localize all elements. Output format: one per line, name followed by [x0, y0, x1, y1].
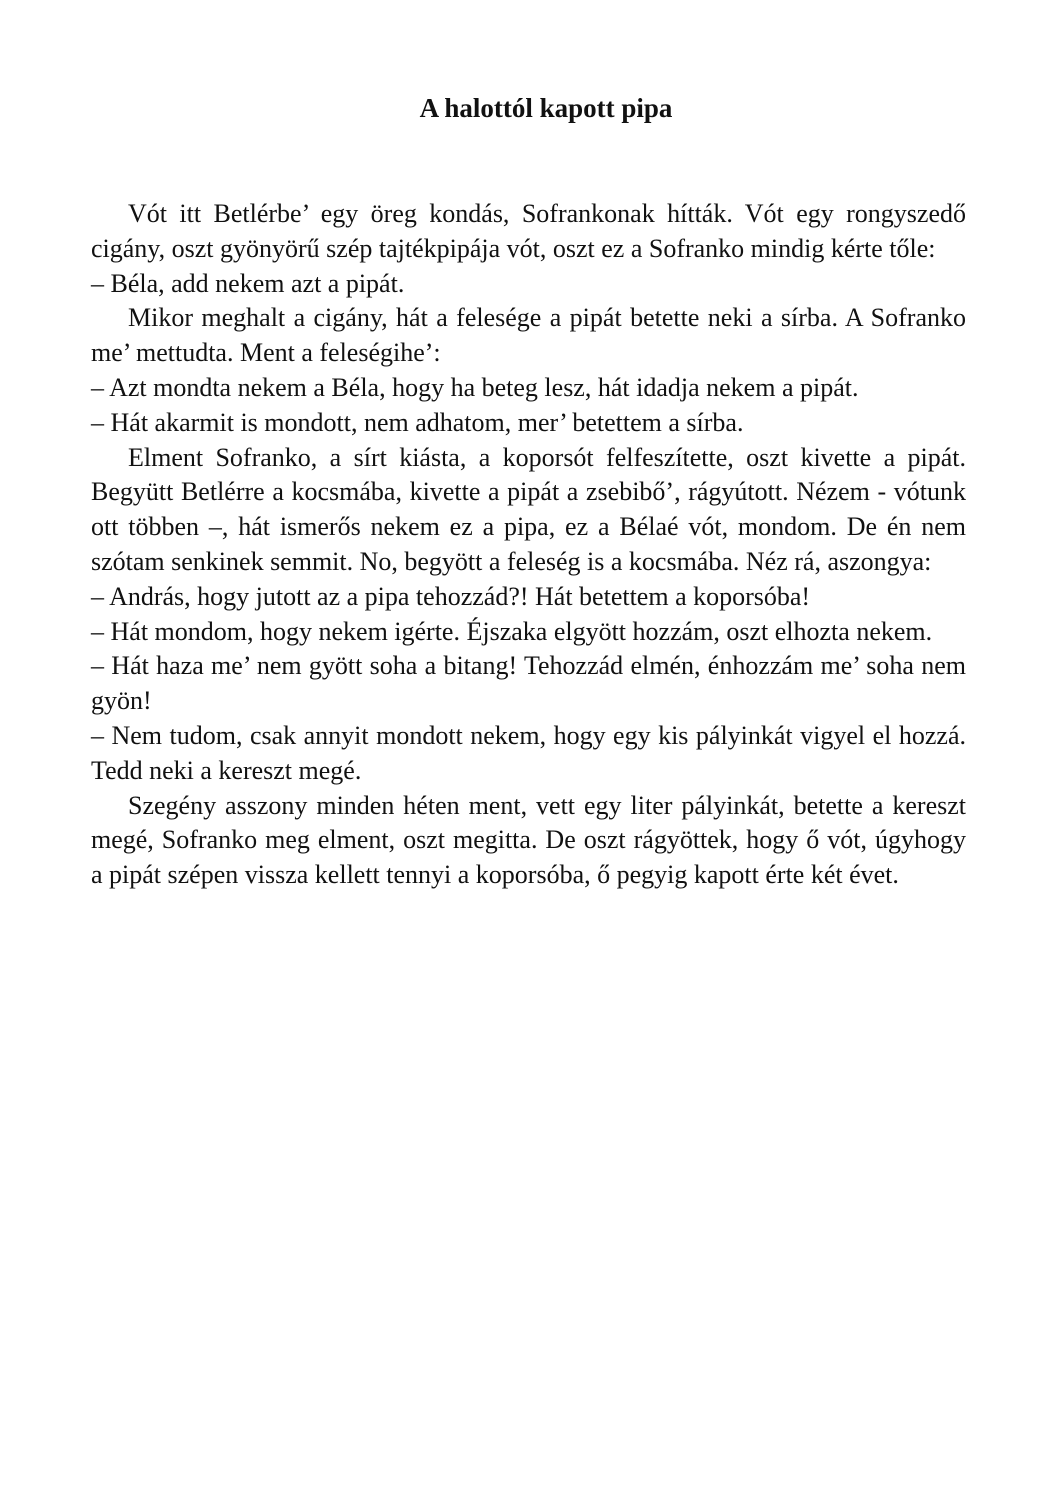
dialog-line: – András, hogy jutott az a pipa tehozzád?! Hát betettem a koporsóba! [91, 581, 811, 611]
dialog-line: – Hát mondom, hogy nekem igérte. Éjszaka elgyött hozzám, oszt elhozta nekem. [91, 616, 933, 646]
document-title: A halottól kapott pipa [419, 93, 673, 123]
dialog-line: – Azt mondta nekem a Béla, hogy ha beteg lesz, hát idadja nekem a pipát. [91, 372, 859, 402]
dialog-line: – Hát akarmit is mondott, nem adhatom, mer’ betettem a sírba. [91, 407, 744, 437]
paragraph: Szegény asszony minden héten ment, vett egy liter pályinkát, betette a kereszt megé, Sofranko meg elment, oszt megitta. De oszt rágyöttek, hogy ő vót, úgyhogy a pipát szépen vissza kellett tennyi a koporsóba, ő pegyig kapott érte két évet. [91, 790, 966, 890]
story-body [91, 197, 966, 893]
dialog-line: – Hát haza me’ nem gyött soha a bitang! Tehozzád elmén, énhozzám me’ soha nem gyön! [91, 651, 966, 716]
paragraph: Mikor meghalt a cigány, hát a felesége a pipát betette neki a sírba. A Sofranko me’ mettudta. Ment a feleségihe’: [91, 303, 966, 368]
paragraph: Vót itt Betlérbe’ egy öreg kondás, Sofrankonak hítták. Vót egy rongyszedő cigány, oszt gyönyörű szép tajtékpipája vót, oszt ez a Sofranko mindig kérte tőle: [91, 199, 966, 263]
dialog-line: – Nem tudom, csak annyit mondott nekem, hogy egy kis pályinkát vigyel el hozzá. Tedd neki a kereszt megé. [91, 720, 966, 785]
dialog-line: – Béla, add nekem azt a pipát. [91, 268, 405, 298]
paragraph: Elment Sofranko, a sírt kiásta, a koporsót felfeszítette, oszt kivette a pipát. Begyütt Betlérre a kocsmába, kivette a pipát a zsebibő’, rágyútott. Nézem - vótunk ott többen –, hát ismerős nekem ez a pipa, ez a Bélaé vót, mondom. De én nem szótam senkinek semmit. No, begyött a feleség is a kocsmába. Néz rá, aszongya: [91, 442, 966, 576]
